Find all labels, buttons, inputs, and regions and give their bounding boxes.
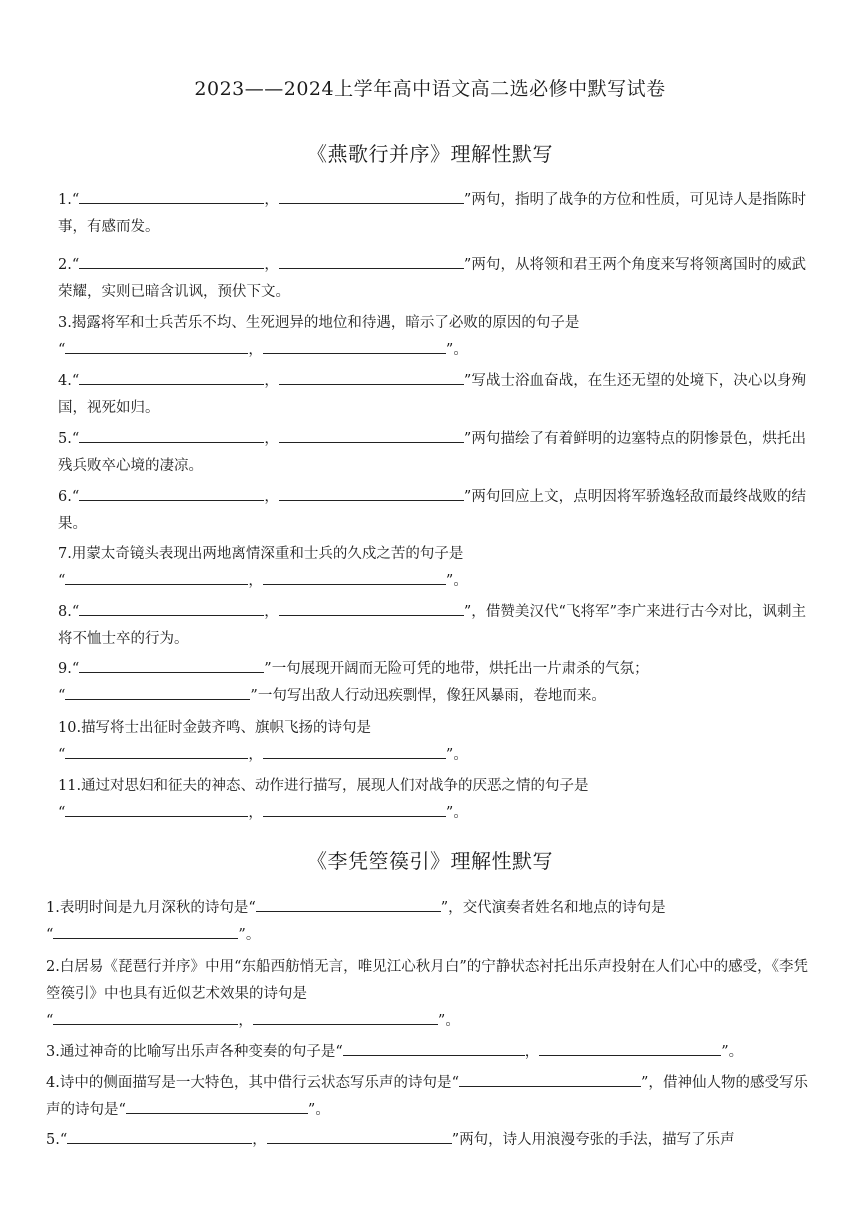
answer-blank[interactable] (539, 1039, 721, 1056)
answer-blank[interactable] (65, 800, 248, 817)
question-2-4: 4.诗中的侧面描写是一大特色，其中借行云状态写乐声的诗句是“ ”，借神仙人物的感受写乐声的诗句是“ ”。 (46, 1070, 808, 1124)
answer-blank[interactable] (256, 895, 441, 912)
question-1-5: 5.“ ， ”两句描绘了有着鲜明的边塞特点的阴惨景色，烘托出残兵败卒心境的凄凉。 (58, 426, 806, 480)
question-2-3: 3.通过神奇的比喻写出乐声各种变奏的句子是“ ， ”。 (46, 1039, 816, 1066)
answer-blank[interactable] (279, 187, 464, 204)
question-2-1: 1.表明时间是九月深秋的诗句是“ ”，交代演奏者姓名和地点的诗句是 “ ”。 (46, 895, 808, 949)
answer-blank[interactable] (459, 1070, 641, 1087)
question-1-8: 8.“ ， ”，借赞美汉代“飞将军”李广来进行古今对比，讽刺主将不恤士卒的行为。 (58, 599, 806, 653)
section-title-lipingkonghou: 《李凭箜篌引》理解性默写 (307, 849, 553, 873)
question-1-11: 11.通过对思妇和征夫的神态、动作进行描写，展现人们对战争的厌恶之情的句子是 “ ， ”。 (58, 778, 589, 821)
answer-blank[interactable] (79, 656, 264, 673)
question-1-10: 10.描写将士出征时金鼓齐鸣、旗帜飞扬的诗句是 “ ， ”。 (58, 720, 468, 763)
answer-blank[interactable] (79, 426, 264, 443)
question-1-4: 4.“ ， ”写战士浴血奋战，在生还无望的处境下，决心以身殉国，视死如归。 (58, 368, 806, 422)
question-2-2: 2.白居易《琵琶行并序》中用“东船西舫悄无言，唯见江心秋月白”的宁静状态衬托出乐声投射在人们心中的感受，《李凭箜篌引》中也具有近似艺术效果的诗句是 “ ， ”。 (46, 959, 808, 1029)
answer-blank[interactable] (343, 1039, 525, 1056)
answer-blank[interactable] (263, 800, 446, 817)
question-1-6: 6.“ ， ”两句回应上文，点明因将军骄逸轻敌而最终战败的结果。 (58, 484, 806, 538)
question-1-2: 2.“ ， ”两句，从将领和君王两个角度来写将领离国时的威武荣耀，实则已暗含讥讽，预伏下文。 (58, 252, 806, 306)
answer-blank[interactable] (67, 1127, 252, 1144)
answer-blank[interactable] (65, 742, 248, 759)
answer-blank[interactable] (279, 426, 464, 443)
answer-blank[interactable] (279, 599, 464, 616)
answer-blank[interactable] (65, 568, 248, 585)
answer-blank[interactable] (263, 568, 446, 585)
question-1-1: 1.“ ， ”两句，指明了战争的方位和性质，可见诗人是指陈时事，有感而发。 (58, 187, 806, 241)
answer-blank[interactable] (263, 742, 446, 759)
question-2-5: 5.“ ， ”两句，诗人用浪漫夸张的手法，描写了乐声 (46, 1127, 808, 1154)
question-1-3: 3.揭露将军和士兵苦乐不均、生死迥异的地位和待遇，暗示了必败的原因的句子是 “ ， ”。 (58, 315, 580, 358)
answer-blank[interactable] (79, 484, 264, 501)
answer-blank[interactable] (53, 1008, 238, 1025)
answer-blank[interactable] (267, 1127, 452, 1144)
section-title-yangexing: 《燕歌行并序》理解性默写 (307, 142, 553, 166)
document-title: 2023——2024上学年高中语文高二选必修中默写试卷 (194, 78, 666, 100)
answer-blank[interactable] (126, 1097, 308, 1114)
answer-blank[interactable] (279, 368, 464, 385)
question-1-7: 7.用蒙太奇镜头表现出两地离情深重和士兵的久戍之苦的句子是 “ ， ”。 (58, 546, 468, 589)
answer-blank[interactable] (53, 922, 238, 939)
answer-blank[interactable] (79, 252, 264, 269)
answer-blank[interactable] (65, 337, 248, 354)
answer-blank[interactable] (263, 337, 446, 354)
answer-blank[interactable] (65, 683, 250, 700)
answer-blank[interactable] (279, 484, 464, 501)
answer-blank[interactable] (79, 599, 264, 616)
answer-blank[interactable] (79, 368, 264, 385)
answer-blank[interactable] (79, 187, 264, 204)
answer-blank[interactable] (279, 252, 464, 269)
answer-blank[interactable] (253, 1008, 438, 1025)
question-1-9: 9.“ ”一句展现开阔而无险可凭的地带，烘托出一片肃杀的气氛； “ ”一句写出敌人行动迅疾剽悍，像狂风暴雨，卷地而来。 (58, 656, 806, 710)
